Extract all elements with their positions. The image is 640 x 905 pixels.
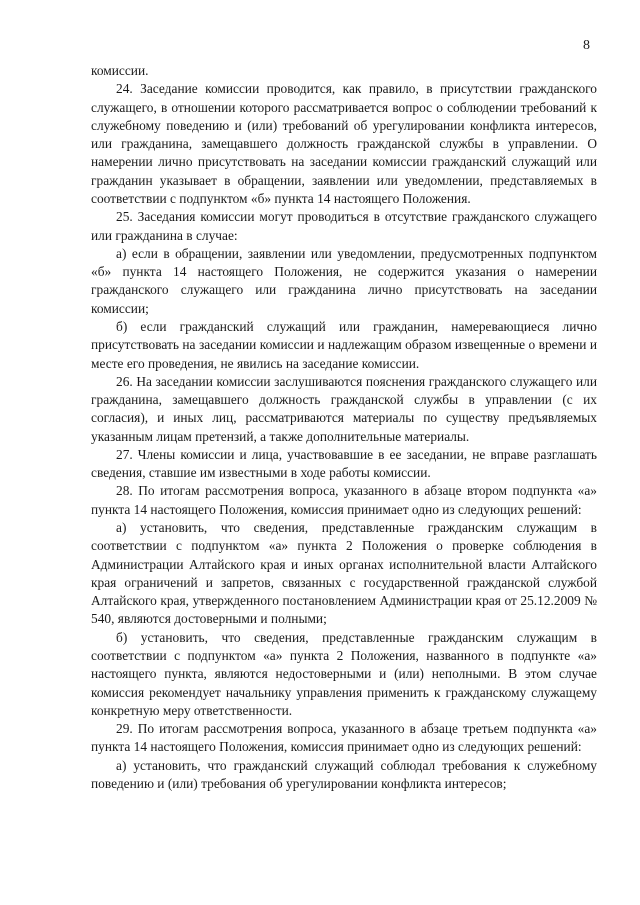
paragraph-24: 24. Заседание комиссии проводится, как правило, в присутствии гражданского служащего, в отношении которого рассматривается вопрос о соблюдении требований к служебному поведению и (или) требований об урегулировании конфликта интересов, или гражданина, замещавшего должность гражданской службы в управлении. О намерении лично присутствовать на заседании комиссии гражданский служащий или гражданин указывает в обращении, заявлении или уведомлении, представляемых в соответствии с подпунктом «б» пункта 14 настоящего Положения. [91, 81, 597, 206]
paragraph-25: 25. Заседания комиссии могут проводиться в отсутствие гражданского служащего или гражданина в случае: [91, 209, 597, 243]
paragraph-28-a: а) установить, что сведения, представленные гражданским служащим в соответствии с подпунктом «а» пункта 2 Положения о проверке соблюдения в Администрации Алтайского края и иных органах исполнительной власти Алтайского края ограничений и запретов, связанных с государственной гражданской службой Алтайского края, утвержденного постановлением Администрации края от 25.12.2009 № 540, являются достоверными и полными; [91, 520, 597, 627]
paragraph-26: 26. На заседании комиссии заслушиваются пояснения гражданского служащего или гражданина, замещавшего должность гражданской службы в управлении (с их согласия), и иных лиц, рассматриваются материалы по существу предъявляемых указанным лицам претензий, а также дополнительные материалы. [91, 373, 597, 444]
document-body [91, 62, 597, 793]
paragraph-28-b: б) установить, что сведения, представленные гражданским служащим в соответствии с подпунктом «а» пункта 2 Положения, названного в подпункте «а» настоящего пункта, являются недостоверными и (или) неполными. В этом случае комиссия рекомендует начальнику управления применить к гражданскому служащему конкретную меру ответственности. [91, 629, 597, 718]
paragraph-29-a: а) установить, что гражданский служащий соблюдал требования к служебному поведению и (или) требования об урегулировании конфликта интересов; [91, 757, 597, 791]
paragraph-27: 27. Члены комиссии и лица, участвовавшие в ее заседании, не вправе разглашать сведения, ставшие им известными в ходе работы комиссии. [91, 446, 597, 481]
paragraph-29: 29. По итогам рассмотрения вопроса, указанного в абзаце третьем подпункта «а» пункта 14 настоящего Положения, комиссия принимает одно из следующих решений: [91, 721, 597, 755]
paragraph-25-b: б) если гражданский служащий или гражданин, намеревающиеся лично присутствовать на заседании комиссии и надлежащим образом извещенные о времени и месте его проведения, не явились на заседание комиссии. [91, 318, 597, 371]
paragraph-28: 28. По итогам рассмотрения вопроса, указанного в абзаце втором подпункта «а» пункта 14 настоящего Положения, комиссия принимает одно из следующих решений: [91, 483, 597, 517]
paragraph-continuation: комиссии. [91, 63, 149, 78]
page-number: 8 [583, 38, 590, 53]
paragraph-25-a: а) если в обращении, заявлении или уведомлении, предусмотренных подпунктом «б» пункта 14 настоящего Положения, не содержится указания о намерении гражданского служащего или гражданина лично присутствовать на заседании комиссии; [91, 245, 597, 316]
